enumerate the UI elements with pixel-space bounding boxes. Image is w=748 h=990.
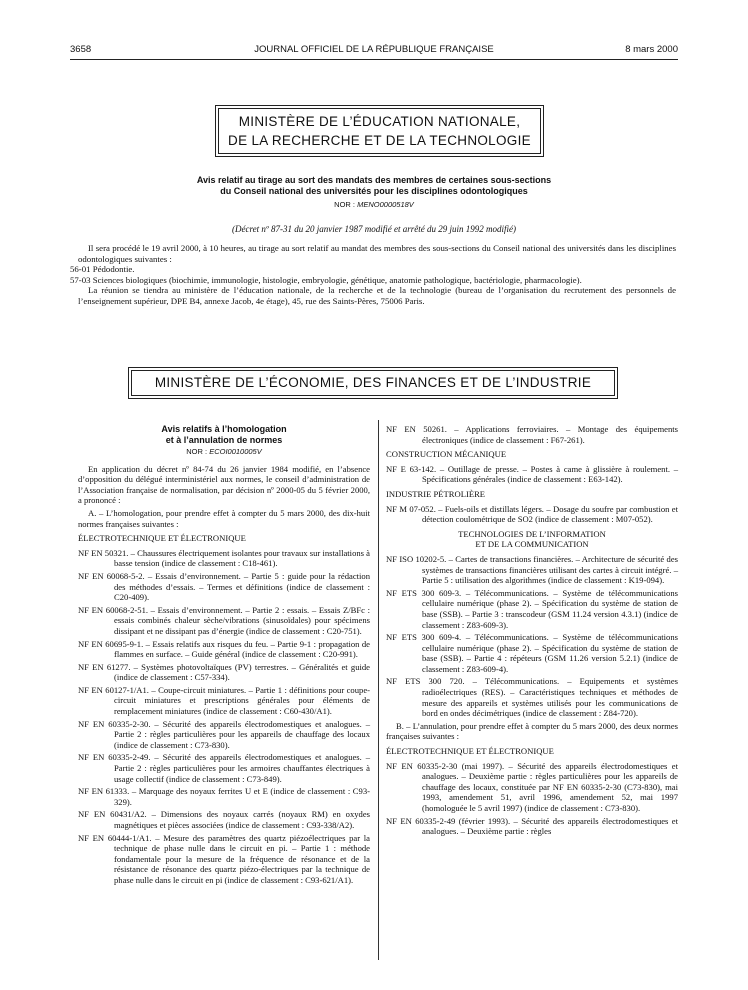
- column-divider: [378, 420, 379, 960]
- norme-entry: NF ETS 300 720. – Télécommunications. – Equipements et systèmes radioélectriques (RES). – Caractéristiques techniques et méthodes de mesure des appareils et systèmes utilisés pour les communications de bord en ondes décimétriques (indice de classement : Z84-720).: [386, 676, 678, 719]
- norme-entry: NF ETS 300 609-4. – Télécommunications. – Système de télécommunications cellulaire numérique (phase 2). – Spécification du système de station de base (SSB). – Partie 4 : répéteurs (GSM 11.26 version 5.2.1) (indice de classement : Z83-609-4).: [386, 632, 678, 674]
- norme-entry: NF EN 60444-1/A1. – Mesure des paramètres des quartz piézoélectriques par la technique de phase nulle dans le circuit en pi. – Partie 1 : méthode fondamentale pour la mesure de la fréquence de résonance et de la résistance de résonance des quartz piézo-électriques par la technique de phase nulle dans le circuit en pi (indice de classement : C93-621/A1).: [78, 832, 370, 885]
- section-tic-line1: TECHNOLOGIES DE L’INFORMATION: [458, 528, 606, 539]
- avis-tirage-decret: (Décret nº 87-31 du 20 janvier 1987 modifié et arrêté du 29 juin 1992 modifié): [232, 224, 516, 234]
- norme-entry: NF E 63-142. – Outillage de presse. – Postes à came à glissière à roulement. – Spécifications générales (indice de classement : E63-142).: [386, 463, 678, 485]
- norme-entry: NF EN 60335-2-49 (février 1993). – Sécurité des appareils électrodomestiques et analogues. – Deuxième partie : règles: [386, 815, 678, 837]
- page-number: 3658: [70, 44, 92, 55]
- avis-normes-part-b: B. – L’annulation, pour prendre effet à compter du 5 mars 2000, des deux normes françaises suivantes :: [386, 720, 678, 742]
- section-construction-mecanique: CONSTRUCTION MÉCANIQUE: [386, 449, 507, 460]
- norme-entry: NF EN 60068-5-2. – Essais d’environnement. – Partie 5 : guide pour la rédaction des méthodes d’essais. – Termes et définitions (indice de classement : C20-409).: [78, 570, 370, 603]
- norme-entry: NF ISO 10202-5. – Cartes de transactions financières. – Architecture de sécurité des systèmes de transactions financières utilisant des cartes à circuit intégré. – Partie 5 : utilisation des algorithmes (indice de classement : K19-094).: [386, 553, 678, 586]
- avis-tirage-title-line2: du Conseil national des universités pour les disciplines odontologiques: [220, 186, 528, 196]
- norme-entry: NF EN 50261. – Applications ferroviaires. – Montage des équipements électroniques (indice de classement : F67-261).: [386, 424, 678, 445]
- section-electrotechnique-b: ÉLECTROTECHNIQUE ET ÉLECTRONIQUE: [386, 746, 554, 757]
- avis-tirage-item-2: 57-03 Sciences biologiques (biochimie, immunologie, histologie, embryologie, génétique, anatomie pathologique, bactériologie, pharmacologie).: [70, 274, 582, 285]
- norme-entry: NF EN 61333. – Marquage des noyaux ferrites U et E (indice de classement : C93-329).: [78, 786, 370, 807]
- avis-normes-intro: En application du décret nº 84-74 du 26 janvier 1984 modifié, en l’absence d’opposition du délégué interministériel aux normes, le conseil d’administration de l’Association française de normalisation, par décision nº 2000-05 du 5 février 2000, a prononcé :: [78, 463, 370, 506]
- ministry-economy-box: [131, 370, 615, 396]
- avis-normes-nor: [78, 447, 370, 458]
- avis-normes-title-line2: et à l’annulation de normes: [165, 435, 283, 445]
- nor-label: NOR :: [186, 447, 208, 456]
- issue-date: 8 mars 2000: [625, 44, 678, 55]
- page-header: [70, 44, 678, 58]
- nor-code: ECOI0010005V: [209, 447, 262, 456]
- ministry-education-line1: MINISTÈRE DE L’ÉDUCATION NATIONALE,: [238, 114, 521, 129]
- nor-code: MENO0000518V: [357, 200, 414, 209]
- section-tic-line2: ET DE LA COMMUNICATION: [475, 539, 589, 550]
- norme-entry: NF EN 50321. – Chaussures électriquement isolantes pour travaux sur installations à basse tension (indice de classement : C18-461).: [78, 547, 370, 569]
- avis-tirage-intro: Il sera procédé le 19 avril 2000, à 10 heures, au tirage au sort relatif au mandat des membres des sous-sections du Conseil national des universités dans les disciplines odontologiques suivantes :: [78, 243, 676, 264]
- norme-entry: NF EN 60127-1/A1. – Coupe-circuit miniatures. – Partie 1 : définitions pour coupe-circuit miniatures et prescriptions générales pour éléments de remplacement miniatures (indice de classement : C60-430/A1).: [78, 684, 370, 717]
- norme-entry: NF ETS 300 609-3. – Télécommunications. – Système de télécommunications cellulaire numérique (phase 2). – Spécification du système de station de base (SSB). – Partie 3 : transcodeur (GSM 11.24 version 4.3.1) (indice de classement : Z83-609-3).: [386, 587, 678, 630]
- left-column: [78, 424, 370, 888]
- journal-title: JOURNAL OFFICIEL DE LA RÉPUBLIQUE FRANÇAISE: [254, 44, 494, 55]
- norme-entry: NF EN 60431/A2. – Dimensions des noyaux carrés (noyaux RM) en oxydes magnétiques et pièces associées (indice de classement : C93-338/A2).: [78, 809, 370, 830]
- section-technologies-information: [386, 529, 678, 550]
- avis-tirage-nor: [100, 199, 648, 210]
- norme-entry: NF EN 60335-2-30. – Sécurité des appareils électrodomestiques et analogues. – Partie 2 : règles particulières pour les appareils de chauffage des locaux (indice de classement : C73-830).: [78, 718, 370, 750]
- avis-normes-part-a: A. – L’homologation, pour prendre effet à compter du 5 mars 2000, des dix-huit normes françaises suivantes :: [78, 507, 370, 529]
- section-electrotechnique: ÉLECTROTECHNIQUE ET ÉLECTRONIQUE: [78, 533, 246, 544]
- norme-entry: NF M 07-052. – Fuels-oils et distillats légers. – Dosage du soufre par combustion et détection coulométrique de SO2 (indice de classement : M07-052).: [386, 503, 678, 525]
- nor-label: NOR :: [334, 200, 356, 209]
- norme-entry: NF EN 60068-2-51. – Essais d’environnement. – Partie 2 : essais. – Essais Z/BFc : essais combinés chaleur sèche/vibrations (sinusoïdales) pour spécimens dissipant et ne dissipant pas d’énergie (indice de classement : C20-751).: [78, 604, 370, 636]
- ministry-economy-line1: MINISTÈRE DE L’ÉCONOMIE, DES FINANCES ET DE L’INDUSTRIE: [154, 375, 592, 390]
- ministry-education-line2: DE LA RECHERCHE ET DE LA TECHNOLOGIE: [228, 133, 531, 148]
- avis-normes-title: [78, 424, 370, 446]
- avis-tirage-closing: La réunion se tiendra au ministère de l’éducation nationale, de la recherche et de la technologie (bureau de l’organisation du recrutement des personnels de l’enseignement supérieur, DPE B4, annexe Jacob, 4e étage), 45, rue des Saints-Pères, 75006 Paris.: [78, 285, 676, 306]
- norme-entry: NF EN 60335-2-49. – Sécurité des appareils électrodomestiques et analogues. – Partie 2 : règles particulières pour les armoires chauffantes électriques à usage collectif (indice de classement : C73-849).: [78, 752, 370, 784]
- avis-tirage-title-line1: Avis relatif au tirage au sort des mandats des membres de certaines sous-sections: [196, 175, 552, 185]
- ministry-education-box: [218, 108, 541, 154]
- norme-entry: NF EN 60695-9-1. – Essais relatifs aux risques du feu. – Partie 9-1 : propagation de flammes en surface. – Guide général (indice de classement : C20-991).: [78, 638, 370, 660]
- right-column: [386, 424, 678, 839]
- avis-tirage-item-1: 56-01 Pédodontie.: [70, 264, 135, 275]
- norme-entry: NF EN 60335-2-30 (mai 1997). – Sécurité des appareils électrodomestiques et analogues. – Deuxième partie : règles particulières pour les appareils de chauffage des locaux, constituée par NF EN 60335-2-30 (C73-830), mai 1993, amendement 51, avril 1996, amendement 52, mai 1997 (homologuée le 5 avril 1997) (indice de classement : C73-830).: [386, 760, 678, 813]
- avis-tirage-body: [70, 243, 676, 307]
- avis-tirage-title: [100, 175, 648, 210]
- avis-normes-title-line1: Avis relatifs à l’homologation: [161, 424, 287, 434]
- header-rule: [70, 59, 678, 60]
- section-industrie-petroliere: INDUSTRIE PÉTROLIÈRE: [386, 488, 486, 499]
- norme-entry: NF EN 61277. – Systèmes photovoltaïques (PV) terrestres. – Généralités et guide (indice de classement : C57-334).: [78, 661, 370, 683]
